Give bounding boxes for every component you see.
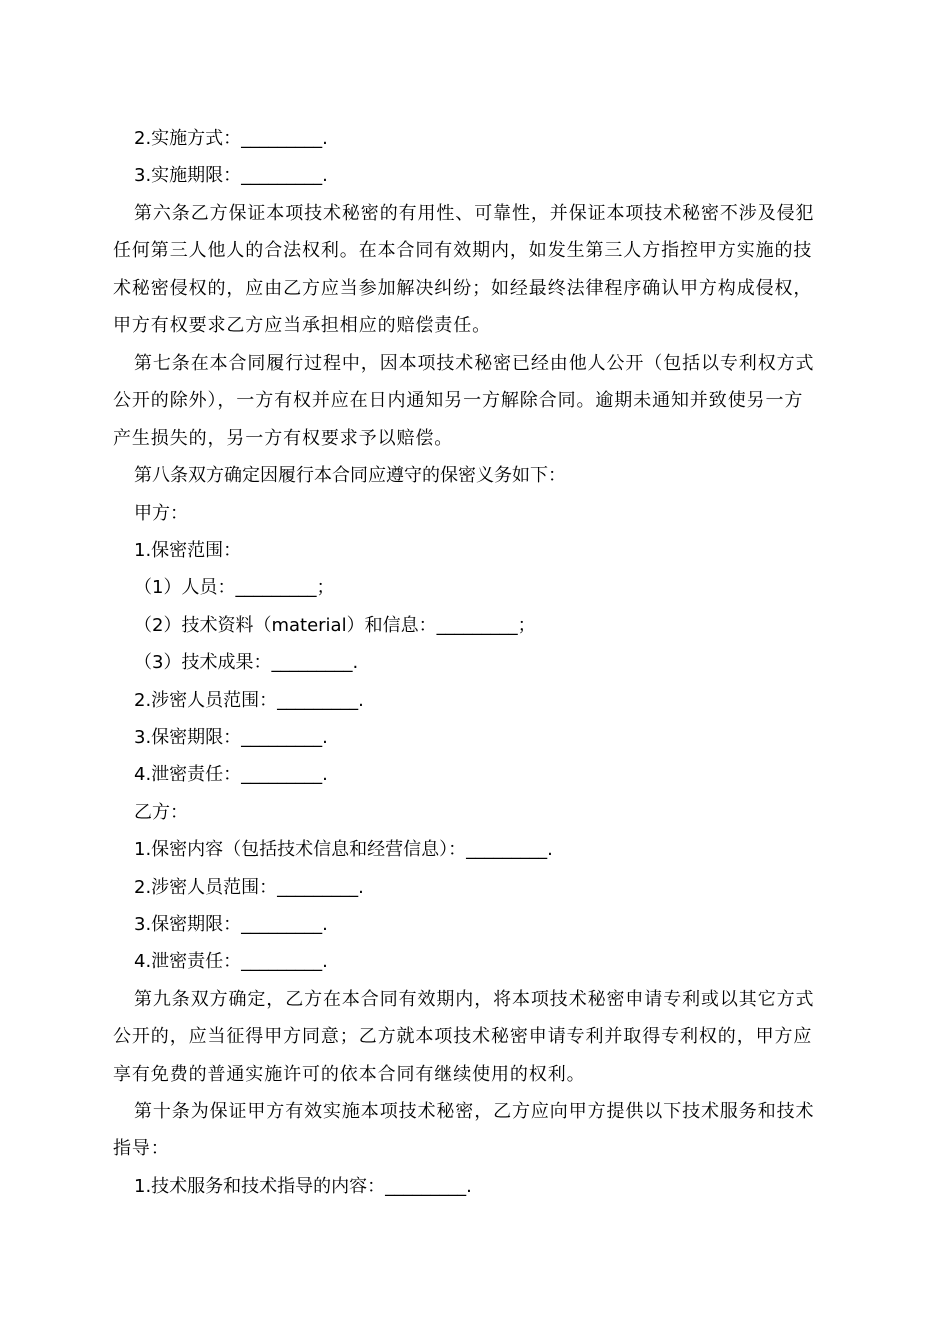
article-9-line: 第九条双方确定，乙方在本合同有效期内，将本项技术秘密申请专利或以其它方式 — [134, 989, 815, 1010]
article-7-line: 公开的除外），一方有权并应在日内通知另一方解除合同。逾期未通知并致使另一方 — [113, 390, 804, 411]
clause-item: 2.涉密人员范围：_________. — [134, 690, 364, 711]
clause-item: 3.保密期限：_________. — [134, 914, 328, 935]
article-6-line: 任何第三人他人的合法权利。在本合同有效期内，如发生第三人方指控甲方实施的技 — [113, 240, 813, 261]
clause-item: 1.保密内容（包括技术信息和经营信息）：_________. — [134, 839, 553, 860]
article-7-line: 产生损失的，另一方有权要求予以赔偿。 — [113, 428, 454, 449]
article-6-line: 术秘密侵权的，应由乙方应当参加解决纠纷；如经最终法律程序确认甲方构成侵权， — [113, 278, 813, 299]
article-10-line: 指导： — [113, 1138, 170, 1159]
party-a-heading: 甲方： — [134, 503, 188, 524]
clause-subitem: （2）技术资料（material）和信息：_________； — [134, 615, 536, 636]
article-9-line: 享有免费的普通实施许可的依本合同有继续使用的权利。 — [113, 1064, 586, 1085]
clause-item: 3.保密期限：_________. — [134, 727, 328, 748]
article-8-line: 第八条双方确定因履行本合同应遵守的保密义务如下： — [134, 465, 566, 486]
article-7-line: 第七条在本合同履行过程中，因本项技术秘密已经由他人公开（包括以专利权方式 — [134, 353, 815, 374]
article-10-line: 第十条为保证甲方有效实施本项技术秘密，乙方应向甲方提供以下技术服务和技术 — [134, 1101, 815, 1122]
clause-item: 4.泄密责任：_________. — [134, 764, 328, 785]
clause-item: 2.涉密人员范围：_________. — [134, 877, 364, 898]
article-6-line: 甲方有权要求乙方应当承担相应的赔偿责任。 — [113, 315, 491, 336]
clause-subitem: （3）技术成果：_________. — [134, 652, 359, 673]
clause-subitem: （1）人员：_________； — [134, 577, 335, 598]
party-b-heading: 乙方： — [134, 802, 188, 823]
article-9-line: 公开的，应当征得甲方同意；乙方就本项技术秘密申请专利并取得专利权的，甲方应 — [113, 1026, 813, 1047]
clause-item: 2.实施方式：_________. — [134, 128, 328, 149]
clause-item: 4.泄密责任：_________. — [134, 951, 328, 972]
clause-item: 3.实施期限：_________. — [134, 165, 328, 186]
clause-item: 1.保密范围： — [134, 540, 242, 561]
clause-item: 1.技术服务和技术指导的内容：_________. — [134, 1176, 472, 1197]
article-6-line: 第六条乙方保证本项技术秘密的有用性、可靠性，并保证本项技术秘密不涉及侵犯 — [134, 203, 815, 224]
